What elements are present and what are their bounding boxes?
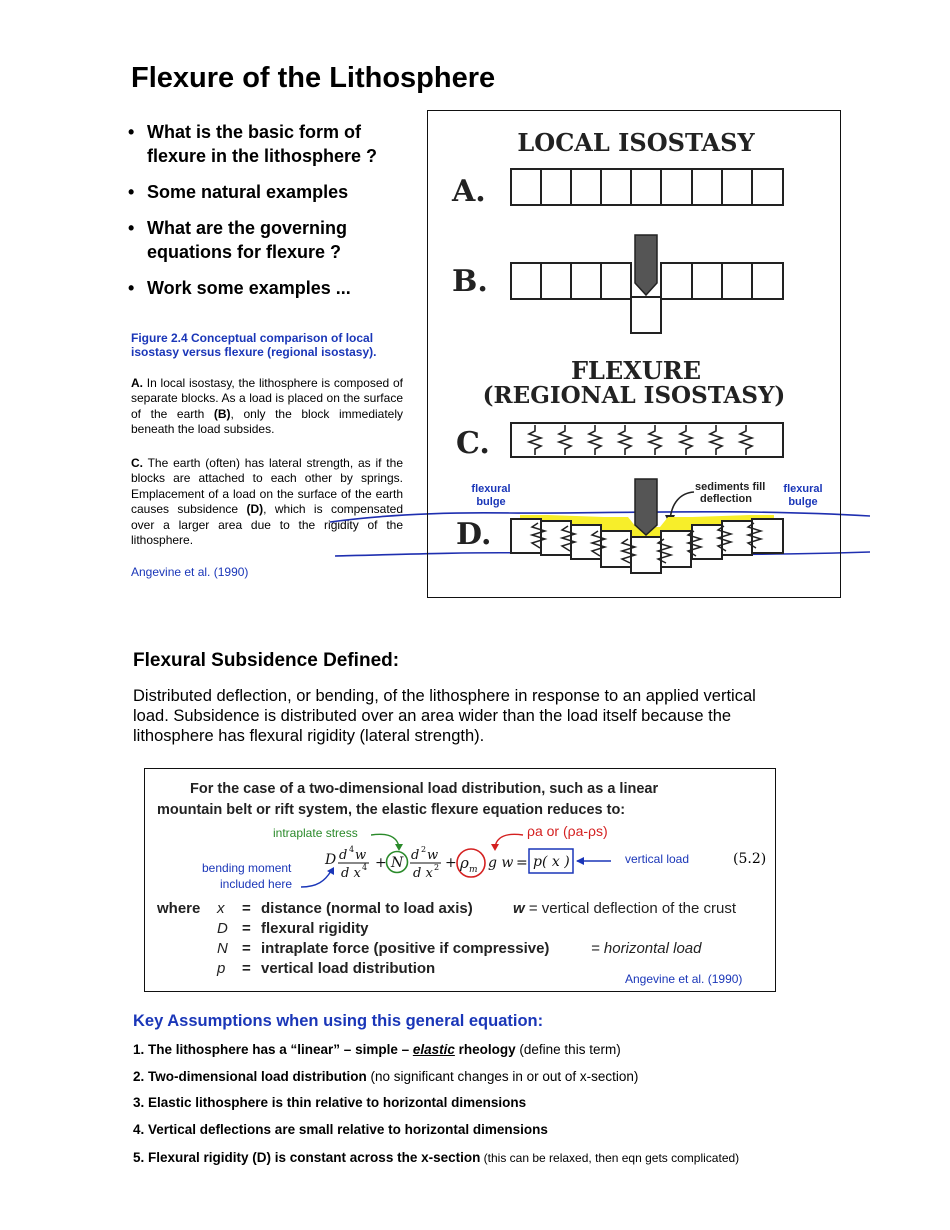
para-text: , only the block immediately beneath the load subsides. xyxy=(131,406,404,437)
where-label: where xyxy=(157,900,201,917)
svg-text:p( x ): p( x ) xyxy=(533,854,570,870)
flexural-bulge-right-label: bulge xyxy=(788,496,818,508)
bullet-item: • Some natural examples xyxy=(128,180,408,204)
bullet-item: • Work some examples ... xyxy=(128,276,408,300)
n-extra xyxy=(591,940,702,957)
assumption-item xyxy=(133,1150,739,1165)
assumption-bold: rheology xyxy=(454,1042,516,1057)
flexure-equation xyxy=(321,845,621,891)
definition-row xyxy=(157,900,200,917)
definition-row xyxy=(217,940,228,957)
label-a: A. xyxy=(452,174,486,209)
definition-symbol: N xyxy=(217,940,228,957)
equation-box xyxy=(144,768,776,992)
svg-text:+: + xyxy=(445,855,457,871)
local-isostasy-title: LOCAL ISOSTASY xyxy=(517,128,755,157)
flexure-title: FLEXURE xyxy=(571,356,701,385)
subsidence-body: Distributed deflection, or bending, of the lithosphere in response to an applied vertical load. Subsidence is distributed over an area wider than the load itself because the lithosphere has flexural rigidity (lateral strength). xyxy=(133,687,756,745)
equation-citation: Angevine et al. (1990) xyxy=(625,972,743,986)
svg-text:4: 4 xyxy=(362,863,368,872)
assumption-item xyxy=(133,1069,638,1084)
svg-text:d x: d x xyxy=(413,866,433,881)
bullet-item: • What is the basic form of flexure in the lithosphere ? xyxy=(128,120,408,168)
label-d: D. xyxy=(456,517,492,552)
svg-text:ρ: ρ xyxy=(460,854,469,872)
para-text: In local isostasy, the lithosphere is composed of separate blocks. As a load is placed on the surface of the earth xyxy=(131,376,403,421)
svg-text:2: 2 xyxy=(421,845,427,854)
density-annotation: ρa or (ρa-ρs) xyxy=(527,823,608,839)
sediments-label: sediments fill xyxy=(695,481,766,493)
definition-eq: = xyxy=(242,940,251,957)
n-extra-text: = horizontal load xyxy=(591,940,702,957)
para-ref: (D) xyxy=(246,502,264,517)
para-text: The earth (often) has lateral strength, as if the blocks are attached to each other by springs. Emplacement of a load on the surface of the earth causes subsidence xyxy=(131,456,403,517)
label-b: B. xyxy=(452,264,488,299)
definition-row xyxy=(217,920,228,937)
definition-text: intraplate force (positive if compressive) xyxy=(261,940,550,957)
equation-number: (5.2) xyxy=(733,851,767,867)
svg-text:4: 4 xyxy=(349,845,355,854)
equation-intro: For the case of a two-dimensional load distribution, such as a linear xyxy=(190,781,659,797)
intraplate-stress-annotation: intraplate stress xyxy=(273,826,358,840)
load-block-d xyxy=(635,479,657,535)
definition-symbol: x xyxy=(217,900,225,917)
para-label: C. xyxy=(131,456,143,470)
definition-text: flexural rigidity xyxy=(261,920,369,937)
definition-text: distance (normal to load axis) xyxy=(261,900,473,917)
para-text: , which is compensated over a larger area due to the rigidity of the lithosphere. xyxy=(131,502,403,548)
definition-eq: = xyxy=(242,920,251,937)
subsidence-heading: Flexural Subsidence Defined: xyxy=(133,650,400,671)
bullet-list xyxy=(128,120,408,312)
flexural-bulge-left-label: bulge xyxy=(476,496,506,508)
assumption-bold: 4. Vertical deflections are small relative to horizontal dimensions xyxy=(133,1122,548,1137)
svg-text:+: + xyxy=(375,855,387,871)
label-c: C. xyxy=(456,426,490,461)
w-text: = vertical deflection of the crust xyxy=(524,900,737,917)
flexural-bulge-left-label: flexural xyxy=(471,483,511,495)
regional-isostasy-title: (REGIONAL ISOSTASY) xyxy=(482,382,786,409)
figure-caption: Figure 2.4 Conceptual comparison of local isostasy versus flexure (regional isostasy). xyxy=(131,331,377,359)
assumption-item xyxy=(133,1042,621,1057)
blocks-c xyxy=(511,423,783,457)
definition-text: vertical load distribution xyxy=(261,960,436,977)
bending-moment-annotation: bending moment xyxy=(202,861,292,875)
svg-text:w: w xyxy=(427,848,439,863)
assumption-bold: 1. The lithosphere has a “linear” – simple – xyxy=(133,1042,413,1057)
assumption-bold: 3. Elastic lithosphere is thin relative to horizontal dimensions xyxy=(133,1095,527,1110)
definition-eq: = xyxy=(242,960,251,977)
sediments-arrow xyxy=(670,492,694,519)
blocks-a xyxy=(511,169,783,205)
svg-text:2: 2 xyxy=(434,863,440,872)
equation-intro: mountain belt or rift system, the elastic flexure equation reduces to: xyxy=(157,802,626,818)
definition-symbol: p xyxy=(217,960,226,977)
load-block-b xyxy=(635,235,657,295)
svg-text:d: d xyxy=(411,848,420,863)
page-title: Flexure of the Lithosphere xyxy=(131,62,496,94)
assumption-item xyxy=(133,1122,548,1137)
figure-citation: Angevine et al. (1990) xyxy=(131,565,249,579)
svg-text:=: = xyxy=(516,855,528,871)
definition-row xyxy=(217,900,225,917)
assumptions-heading: Key Assumptions when using this general equation: xyxy=(133,1012,544,1030)
svg-text:d: d xyxy=(339,848,348,863)
svg-text:N: N xyxy=(391,855,404,871)
figure-paragraph-a xyxy=(131,376,403,438)
w-definition xyxy=(513,900,736,917)
w-symbol: w xyxy=(513,900,525,917)
para-ref: (B) xyxy=(213,406,231,421)
para-label: A. xyxy=(131,376,143,390)
sediments-label: deflection xyxy=(700,493,752,505)
isostasy-figure xyxy=(427,110,841,598)
assumption-rest: (define this term) xyxy=(515,1042,621,1057)
assumption-item xyxy=(133,1095,526,1110)
svg-text:D: D xyxy=(325,852,337,868)
definition-eq: = xyxy=(242,900,251,917)
assumption-em: elastic xyxy=(412,1042,455,1057)
assumption-rest: (no significant changes in or out of x-section) xyxy=(366,1069,639,1084)
flexural-bulge-right-label: flexural xyxy=(783,483,823,495)
assumption-rest: (this can be relaxed, then eqn gets complicated) xyxy=(480,1151,740,1165)
svg-text:d x: d x xyxy=(341,866,361,881)
definition-symbol: D xyxy=(217,920,228,937)
svg-text:m: m xyxy=(469,865,478,875)
vertical-load-annotation: vertical load xyxy=(625,852,690,866)
bending-moment-annotation: included here xyxy=(220,877,293,891)
bullet-item: • What are the governing equations for flexure ? xyxy=(128,216,408,264)
svg-text:g w: g w xyxy=(488,855,514,871)
isostasy-diagram xyxy=(428,111,840,597)
assumption-bold: 5. Flexural rigidity (D) is constant across the x-section xyxy=(133,1150,481,1165)
svg-text:w: w xyxy=(355,848,367,863)
definition-row xyxy=(217,960,225,977)
assumption-bold: 2. Two-dimensional load distribution xyxy=(133,1069,367,1084)
